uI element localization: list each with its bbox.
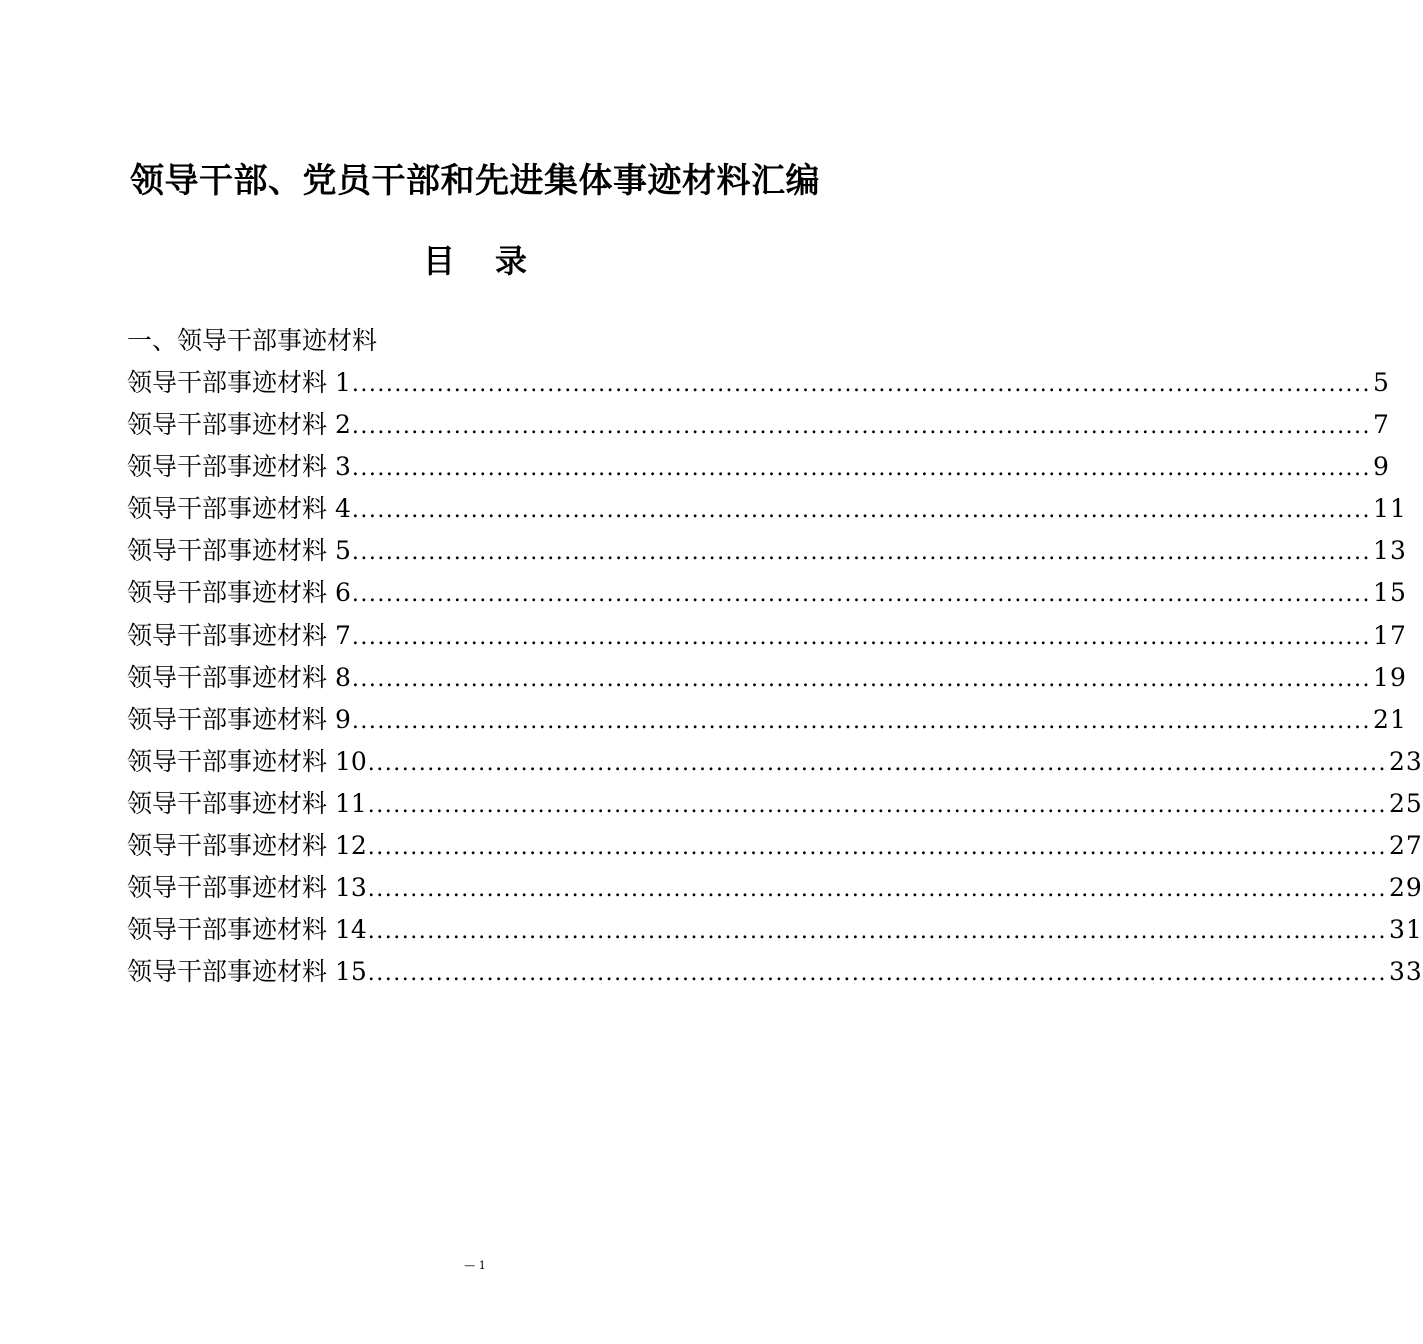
- toc-entry-page-number: 9: [1373, 452, 1390, 482]
- toc-entry[interactable]: [127, 909, 1423, 951]
- toc-dot-leader: ........................................................................................................................: [367, 961, 1387, 987]
- document-title: 领导干部、党员干部和先进集体事迹材料汇编: [130, 161, 820, 201]
- toc-entry-label: 领导干部事迹材料 1: [127, 368, 351, 397]
- toc-entry-page-number: 29: [1388, 873, 1423, 903]
- toc-entry-label: 领导干部事迹材料 6: [127, 578, 351, 608]
- toc-entry-label: 领导干部事迹材料 4: [127, 494, 351, 524]
- toc-dot-leader: ........................................................................................................................: [367, 919, 1387, 945]
- toc-dot-leader: ........................................................................................................................: [351, 456, 1372, 482]
- toc-entry-label: 领导干部事迹材料 15: [127, 957, 367, 987]
- toc-dot-leader: ........................................................................................................................: [367, 877, 1387, 903]
- toc-entry-page-number: 19: [1373, 662, 1407, 692]
- toc-entry-page-number: 23: [1388, 746, 1423, 776]
- toc-heading-right: 录: [495, 242, 528, 280]
- toc-entry[interactable]: [127, 867, 1423, 909]
- toc-entry[interactable]: [127, 572, 1407, 614]
- toc-entry[interactable]: [127, 488, 1407, 530]
- toc-entry-label: 领导干部事迹材料 12: [127, 831, 367, 861]
- toc-dot-leader: ........................................................................................................................: [367, 750, 1387, 776]
- toc-dot-leader: ........................................................................................................................: [351, 708, 1372, 734]
- toc-entry-page-number: 13: [1373, 536, 1407, 566]
- toc-heading-left: 目: [422, 242, 455, 280]
- toc-entry[interactable]: [127, 362, 1390, 404]
- section-heading: 一、领导干部事迹材料: [127, 326, 378, 355]
- toc-dot-leader: ........................................................................................................................: [351, 582, 1372, 608]
- toc-entry[interactable]: [127, 699, 1407, 741]
- toc-entry-page-number: 17: [1373, 620, 1407, 650]
- toc-dot-leader: ........................................................................................................................: [351, 498, 1372, 524]
- toc-entry-label: 领导干部事迹材料 11: [127, 788, 367, 818]
- toc-dot-leader: ........................................................................................................................: [367, 835, 1387, 861]
- toc-entry-label: 领导干部事迹材料 13: [127, 873, 367, 903]
- toc-entry[interactable]: [127, 404, 1390, 446]
- toc-dot-leader: ........................................................................................................................: [351, 624, 1372, 650]
- toc-entry-label: 领导干部事迹材料 7: [127, 620, 351, 650]
- toc-entry[interactable]: [127, 615, 1407, 657]
- toc-entry-page-number: 11: [1373, 494, 1407, 524]
- toc-entry-page-number: 25: [1388, 788, 1423, 818]
- toc-dot-leader: ........................................................................................................................: [351, 540, 1372, 566]
- toc-entry-page-number: 27: [1388, 831, 1423, 861]
- toc-dot-leader: ........................................................................................................................: [351, 372, 1372, 397]
- toc-entry[interactable]: [127, 783, 1423, 825]
- toc-entry[interactable]: [127, 657, 1407, 699]
- toc-entry-label: 领导干部事迹材料 5: [127, 536, 351, 566]
- toc-entry-page-number: 15: [1373, 578, 1407, 608]
- toc-entry[interactable]: [127, 825, 1423, 867]
- toc-entry-label: 领导干部事迹材料 9: [127, 704, 351, 734]
- toc-entry-page-number: 21: [1373, 704, 1407, 734]
- toc-entry-label: 领导干部事迹材料 2: [127, 410, 351, 440]
- toc-entry[interactable]: [127, 951, 1423, 993]
- toc-entry-label: 领导干部事迹材料 10: [127, 746, 367, 776]
- toc-entry-label: 领导干部事迹材料 14: [127, 915, 367, 945]
- toc-dot-leader: ........................................................................................................................: [351, 414, 1372, 440]
- toc-dot-leader: ........................................................................................................................: [367, 792, 1387, 818]
- toc-dot-leader: ........................................................................................................................: [351, 666, 1372, 692]
- toc-list: [127, 362, 1423, 993]
- toc-heading: [0, 238, 950, 284]
- toc-entry-page-number: 5: [1373, 368, 1390, 397]
- toc-entry-label: 领导干部事迹材料 8: [127, 662, 351, 692]
- toc-entry-page-number: 7: [1373, 410, 1390, 440]
- toc-entry-page-number: 33: [1388, 957, 1423, 987]
- toc-entry-page-number: 31: [1388, 915, 1423, 945]
- toc-entry[interactable]: [127, 446, 1390, 488]
- page-footer: — 1: [464, 1259, 486, 1272]
- toc-entry[interactable]: [127, 741, 1423, 783]
- toc-entry[interactable]: [127, 530, 1407, 572]
- toc-entry-label: 领导干部事迹材料 3: [127, 452, 351, 482]
